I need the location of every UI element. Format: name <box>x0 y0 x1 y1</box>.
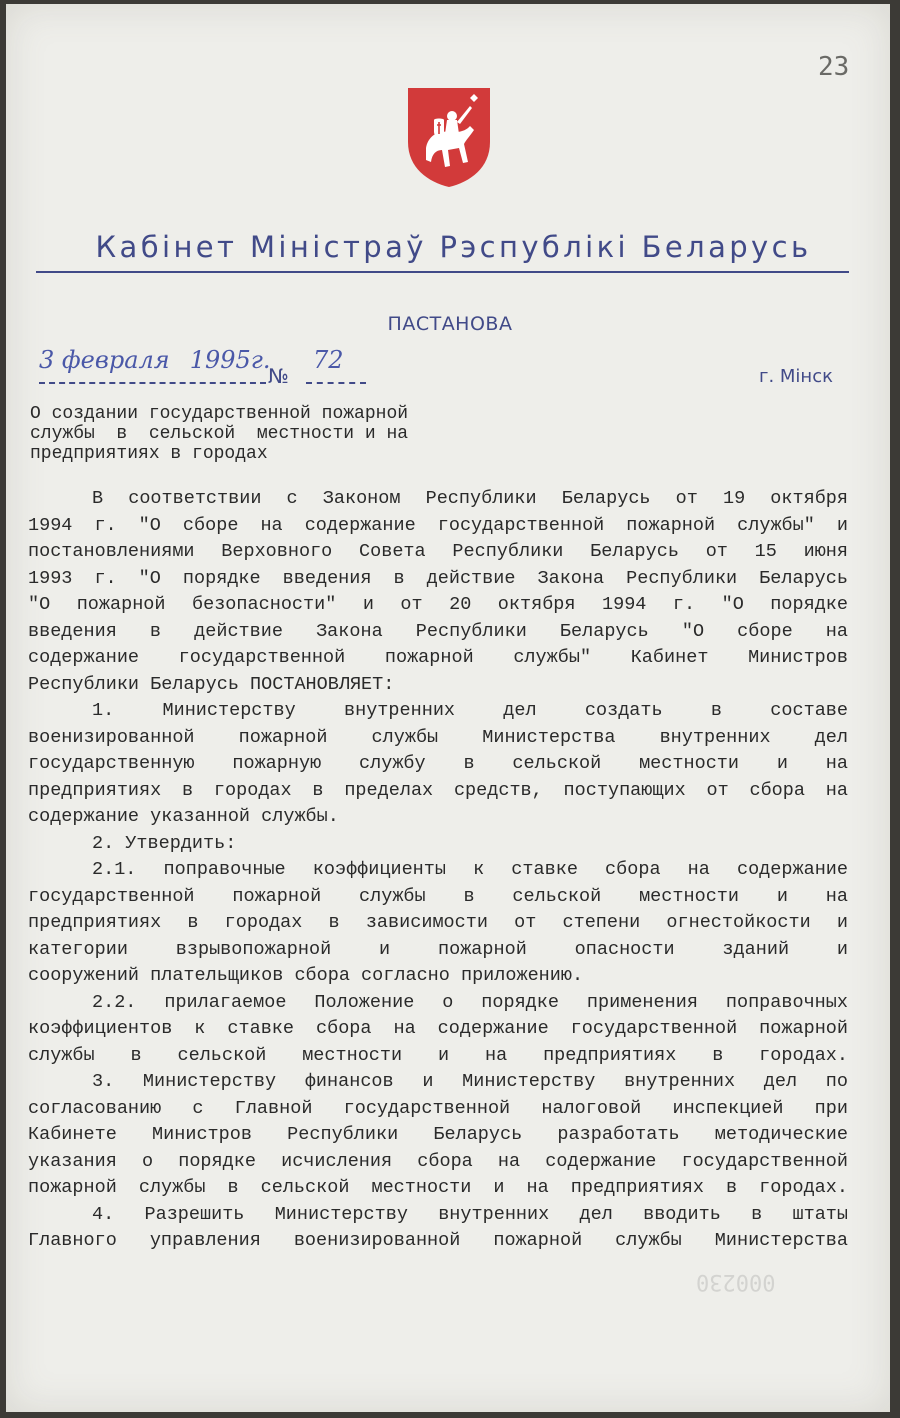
body-line: коэффициентов к ставке сбора на содержание государственной пожарной <box>28 1018 848 1039</box>
body-line: 1. Министерству внутренних дел создать в составе <box>92 700 848 721</box>
archive-stamp: 000230 <box>696 1269 776 1294</box>
body-line: В соответствии с Законом Республики Беларусь от 19 октября <box>92 488 848 509</box>
body-line: содержание указанной службы. <box>28 806 339 827</box>
issuer-title: Кабінет Міністраў Рэспублікі Беларусь <box>95 230 812 264</box>
body-line: военизированной пожарной службы Министерства внутренних дел <box>28 726 848 748</box>
document-type: ПАСТАНОВА <box>387 313 513 335</box>
handwritten-number: 72 <box>313 346 344 374</box>
number-label: № <box>268 364 289 388</box>
body-line: 1993 г. "О порядке введения в действие Закона Республики Беларусь <box>28 567 848 589</box>
body-line: содержание государственной пожарной службы" Кабинет Министров <box>28 647 848 668</box>
body-line: пожарной службы в сельской местности и на предприятиях в городах. <box>28 1177 848 1198</box>
header-divider <box>36 271 849 273</box>
document-subject <box>30 404 408 464</box>
date-day-month: 3 февраля <box>39 346 170 374</box>
body-line: "О пожарной безопасности" и от 20 октября 1994 г. "О порядке <box>28 594 848 615</box>
body-line: 2.2. прилагаемое Положение о порядке применения поправочных <box>92 991 848 1013</box>
handwritten-date <box>39 346 271 374</box>
body-line: 2.1. поправочные коэффициенты к ставке сбора на содержание <box>92 859 848 880</box>
page-number: 23 <box>818 52 850 82</box>
body-line: введения в действие Закона Республики Беларусь "О сборе на <box>28 620 848 642</box>
body-line: указания о порядке исчисления сбора на содержание государственной <box>28 1150 848 1172</box>
body-line: 4. Разрешить Министерству внутренних дел вводить в штаты <box>92 1203 848 1225</box>
subject-line: О создании государственной пожарной <box>30 404 409 424</box>
body-line: государственной пожарной службы в сельской местности и на <box>28 885 848 907</box>
number-underline <box>306 382 366 384</box>
subject-line: предприятиях в городах <box>30 444 268 464</box>
body-line: предприятиях в городах в зависимости от степени огнестойкости и <box>28 912 848 933</box>
body-line: категории взрывопожарной и пожарной опасности зданий и <box>28 938 848 960</box>
document-body <box>28 486 848 1255</box>
body-line: Республики Беларусь ПОСТАНОВЛЯЕТ: <box>28 673 395 695</box>
pahonia-coat-of-arms-icon <box>404 86 494 188</box>
body-line: службы в сельской местности и на предприятиях в городах. <box>28 1044 848 1066</box>
body-line: согласованию с Главной государственной налоговой инспекцией при <box>28 1097 848 1119</box>
subject-line: службы в сельской местности и на <box>30 424 409 444</box>
body-line: Кабинете Министров Республики Беларусь разработать методические <box>28 1124 848 1145</box>
body-line: 3. Министерству финансов и Министерству внутренних дел по <box>92 1071 848 1092</box>
date-year: 1995г. <box>189 346 271 374</box>
body-line: постановлениями Верховного Совета Республики Беларусь от 15 июня <box>28 541 848 562</box>
body-line: предприятиях в городах в пределах средств, поступающих от сбора на <box>28 779 848 801</box>
body-line: Главного управления военизированной пожарной службы Министерства <box>28 1230 848 1251</box>
body-line: 1994 г. "О сборе на содержание государственной пожарной службы" и <box>28 514 848 536</box>
body-line: сооружений плательщиков сбора согласно приложению. <box>28 965 584 986</box>
body-line: государственную пожарную службу в сельской местности и на <box>28 753 848 774</box>
document-page <box>6 4 890 1412</box>
date-underline <box>39 382 266 384</box>
city: г. Мінск <box>759 366 833 387</box>
body-line: 2. Утвердить: <box>92 832 237 854</box>
